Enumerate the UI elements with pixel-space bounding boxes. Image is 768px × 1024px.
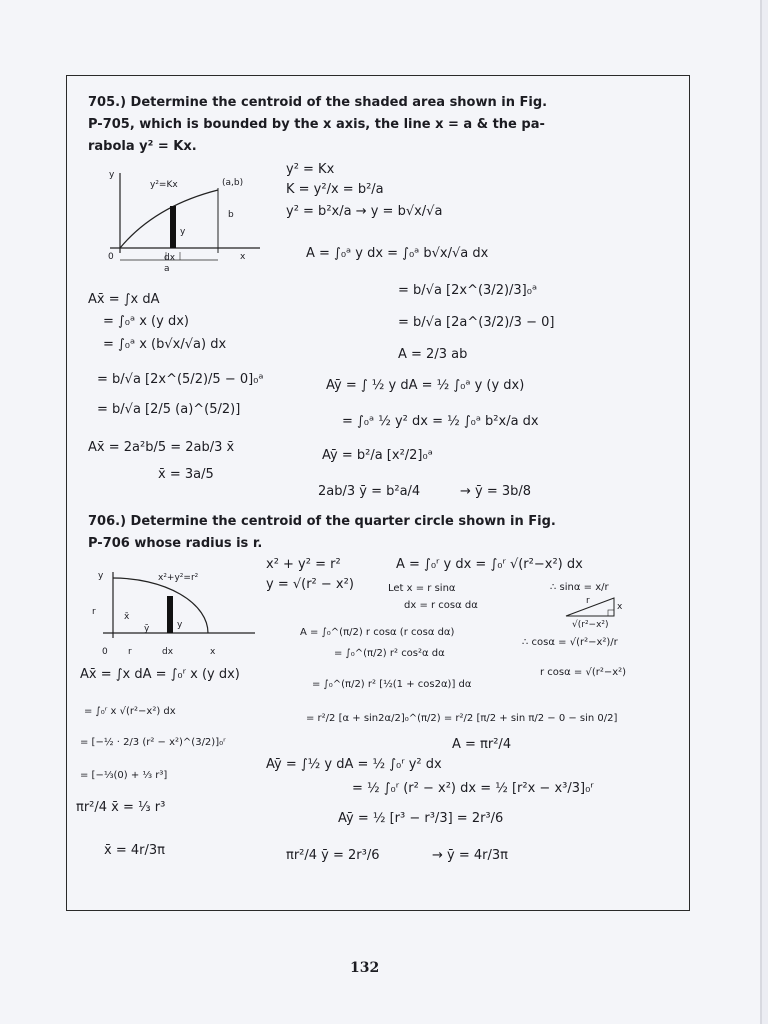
derivation-line: → ȳ = 4r/3π [432, 848, 508, 863]
derivation-line: = b/√a [2x^(3/2)/3]₀ᵃ [398, 283, 538, 298]
derivation-line: y = √(r² − x²) [266, 577, 354, 592]
derivation-line: 2ab/3 ȳ = b²a/4 [318, 484, 421, 499]
derivation-line: A = 2/3 ab [398, 347, 468, 362]
xbar-line: πr²/4 x̄ = ⅓ r³ [76, 800, 166, 815]
xbar-line: Ax̄ = 2a²b/5 = 2ab/3 x̄ [88, 440, 235, 455]
xbar-line: = ∫₀ᵃ x (y dx) [103, 314, 189, 329]
fig706-bottom-r-label: r [128, 647, 132, 657]
derivation-line: A = ∫₀^(π/2) r cosα (r cosα dα) [300, 627, 455, 638]
triangle-base-label: √(r²−x²) [572, 620, 609, 630]
derivation-line: = ½ ∫₀ʳ (r² − x²) dx = ½ [r²x − x³/3]₀ʳ [352, 781, 594, 796]
fig705-corner-label: (a,b) [222, 178, 244, 188]
derivation-line: K = y²/x = b²/a [286, 182, 384, 197]
fig706-strip-label: y [177, 620, 183, 630]
xbar-line: = [−⅓(0) + ⅓ r³] [80, 770, 168, 781]
xbar-line: = b/√a [2x^(5/2)/5 − 0]₀ᵃ [97, 372, 264, 387]
statement-line: P-706 whose radius is r. [88, 536, 263, 551]
fig706-xbar-label: x̄ [124, 612, 130, 622]
fig705-strip-label: y [180, 227, 186, 237]
derivation-line: πr²/4 ȳ = 2r³/6 [286, 848, 380, 863]
derivation-line: y² = Kx [286, 162, 335, 177]
triangle-sketch [564, 596, 624, 618]
derivation-line: = r²/2 [α + sin2α/2]₀^(π/2) = r²/2 [π/2 + sin π/2 − 0 − sin 0/2] [306, 713, 618, 724]
fig705-y-axis-label: y [109, 170, 115, 180]
triangle-hyp-label: r [586, 596, 590, 606]
derivation-line: = ∫₀^(π/2) r² cos²α dα [334, 648, 445, 659]
derivation-line: → ȳ = 3b/8 [460, 484, 532, 499]
derivation-line: x² + y² = r² [266, 557, 341, 572]
fig706-y-axis-label: y [98, 571, 104, 581]
derivation-line: = b/√a [2a^(3/2)/3 − 0] [398, 315, 555, 330]
xbar-line: Ax̄ = ∫x dA [88, 292, 160, 307]
derivation-line: A = ∫₀ʳ y dx = ∫₀ʳ √(r²−x²) dx [396, 557, 583, 572]
xbar-line: x̄ = 3a/5 [158, 467, 214, 482]
derivation-line: ∴ sinα = x/r [550, 582, 609, 593]
derivation-line: Aȳ = ½ [r³ − r³/3] = 2r³/6 [338, 811, 504, 826]
fig705-origin-label: 0 [108, 252, 114, 262]
statement-line: rabola y² = Kx. [88, 139, 197, 154]
xbar-line: = ∫₀ʳ x √(r²−x²) dx [84, 706, 176, 717]
fig706-x-axis-label: x [210, 647, 216, 657]
fig705-a-label: a [164, 264, 170, 274]
xbar-line: = b/√a [2/5 (a)^(5/2)] [97, 402, 241, 417]
fig705-dx-label: dx [164, 253, 176, 263]
derivation-line: r cosα = √(r²−x²) [540, 667, 627, 678]
statement-line: 706.) Determine the centroid of the quarter circle shown in Fig. [88, 514, 556, 529]
fig706-ybar-label: ȳ [144, 624, 150, 634]
xbar-line: x̄ = 4r/3π [104, 843, 165, 858]
derivation-line: Let x = r sinα [388, 583, 456, 594]
triangle-side-label: x [617, 602, 623, 612]
derivation-line: = ∫₀^(π/2) r² [½(1 + cos2α)] dα [312, 679, 472, 690]
fig705-curve-label: y²=Kx [150, 180, 178, 190]
page-number: 132 [350, 960, 380, 976]
statement-line: P-705, which is bounded by the x axis, the line x = a & the pa- [88, 117, 545, 132]
derivation-line: dx = r cosα dα [404, 600, 478, 611]
xbar-line: Ax̄ = ∫x dA = ∫₀ʳ x (y dx) [80, 667, 240, 682]
xbar-line: = ∫₀ᵃ x (b√x/√a) dx [103, 337, 227, 352]
derivation-line: ∴ cosα = √(r²−x²)/r [522, 637, 618, 648]
fig706-r-label: r [92, 607, 96, 617]
fig706-curve-label: x²+y²=r² [158, 573, 199, 583]
statement-line: 705.) Determine the centroid of the shaded area shown in Fig. [88, 95, 548, 110]
derivation-line: A = ∫₀ᵃ y dx = ∫₀ᵃ b√x/√a dx [306, 246, 489, 261]
fig705-x-axis-label: x [240, 252, 246, 262]
derivation-line: Aȳ = ∫½ y dA = ½ ∫₀ʳ y² dx [266, 757, 442, 772]
derivation-line: Aȳ = b²/a [x²/2]₀ᵃ [322, 448, 433, 463]
derivation-line: Aȳ = ∫ ½ y dA = ½ ∫₀ᵃ y (y dx) [326, 378, 525, 393]
derivation-line: y² = b²x/a → y = b√x/√a [286, 204, 443, 219]
derivation-line: A = πr²/4 [452, 737, 512, 752]
fig706-origin-label: 0 [102, 647, 108, 657]
xbar-line: = [−½ · 2/3 (r² − x²)^(3/2)]₀ʳ [80, 737, 226, 748]
derivation-line: = ∫₀ᵃ ½ y² dx = ½ ∫₀ᵃ b²x/a dx [342, 414, 539, 429]
fig706-dx-label: dx [162, 647, 174, 657]
fig705-height-label: b [228, 210, 234, 220]
